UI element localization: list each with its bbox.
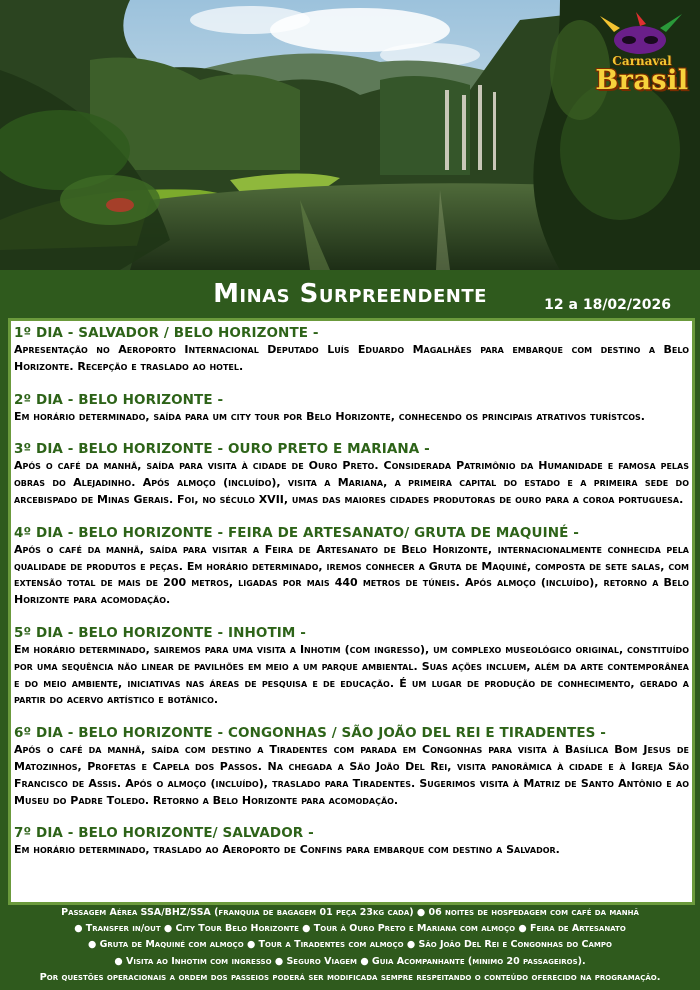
inclusions-line: ● Visita ao Inhotim com ingresso ● Seguro Viagem ● Guia Acompanhante (minimo 20 passageiros).: [114, 955, 586, 967]
day-title: 7º DIA - BELO HORIZONTE/ SALVADOR -: [14, 825, 314, 842]
day-title: 6º DIA - BELO HORIZONTE - CONGONHAS / SÃO JOÃO DEL REI E TIRADENTES -: [14, 725, 606, 742]
day-7-section: [14, 824, 689, 859]
day-2-section: [14, 391, 689, 426]
operational-notice: Por questões operacionais a ordem dos passeios poderá ser modificada sempre respeitando o conteúdo oferecido na programação.: [39, 971, 661, 983]
day-title: 5º DIA - BELO HORIZONTE - INHOTIM -: [14, 624, 306, 641]
package-inclusions-footer: [0, 905, 700, 990]
day-5-section: [14, 624, 689, 709]
logo-carnaval-text: Carnaval: [612, 54, 672, 68]
day-3-section: [14, 440, 689, 508]
day-description: Em horário determinado, traslado ao Aeroporto de Confins para embarque com destino a Salvador.: [14, 843, 560, 857]
day-description: Após o café da manhã, saída para visita à cidade de Ouro Preto. Considerada Patrimônio da Humanidade e famosa pelas obras do Alejadinho. Após almoço (incluído), visita a Mariana, a primeira capital do estado e a primeira sede do arcebispado de Minas Gerais. Foi, no século XVII, umas das maiores cidades produtoras de ouro para a coroa portuguesa.: [14, 459, 689, 506]
day-description: Em horário determinado, sairemos para uma visita a Inhotim (com ingresso), um complexo museológico original, constituído por uma sequência não linear de pavilhões em meio a um parque ambiental. Suas ações incluem, além da arte contemporânea e do meio ambiente, iniciativas nas áreas de pesquisa e de educação. É um lugar de produção de conhecimento, gerado a partir do acervo artístico e botânico.: [14, 642, 689, 707]
logo-brasil-text: Brasil: [595, 65, 689, 96]
day-1-section: [14, 324, 689, 376]
inclusions-line: ● Transfer in/out ● City Tour Belo Horizonte ● Tour à Ouro Preto e Mariana com almoço ● Feira de Artesanato: [74, 923, 626, 935]
inclusions-line: ● Gruta de Maquiné com almoço ● Tour a Tiradentes com almoço ● São João Del Rei e Congonhas do Campo: [88, 939, 612, 951]
day-6-section: [14, 724, 689, 809]
day-title: 2º DIA - BELO HORIZONTE -: [14, 391, 224, 408]
trip-date: 12 a 18/02/2026: [544, 297, 671, 313]
day-description: Em horário determinado, saída para um city tour por Belo Horizonte, conhecendo os principais atrativos turístcos.: [14, 409, 645, 423]
inclusions-line: Passagem Aérea SSA/BHZ/SSA (franquia de bagagem 01 peça 23kg cada) ● 06 noites de hospedagem com café da manhã: [61, 907, 639, 918]
day-description: Após o café da manhã, saída com destino a Tiradentes com parada em Congonhas para visita à Basílica Bom Jesus de Matozinhos, Profetas e Capela dos Passos. Na chegada a São João Del Rei, visita panorâmica à cidade e à Igreja São Francisco de Assis. Após o almoço (incluído), traslado para Tiradentes. Sugerimos visita à Matriz de Santo Antônio e ao Museu do Padre Toledo. Retorno a Belo Horizonte para acomodação.: [14, 743, 689, 807]
day-description: Após o café da manhã, saída para visitar a Feira de Artesanato de Belo Horizonte, internacionalmente conhecida pela qualidade de produtos e peças. Em horário determinado, iremos conhecer a Gruta de Maquiné, composta de sete salas, com extensão total de mais de 200 metros, ligadas por mais 440 metros de túneis. Após almoço (incluído), retorno a Belo Horizonte para acomodação.: [14, 542, 689, 607]
carnaval-brasil-logo: [594, 12, 690, 94]
hero-landscape-photo: [0, 0, 700, 270]
title-band: [0, 270, 700, 320]
day-title: 3º DIA - BELO HORIZONTE - OURO PRETO E MARIANA -: [14, 441, 430, 458]
day-title: 1º DIA - SALVADOR / BELO HORIZONTE -: [14, 325, 319, 341]
day-description: Apresentação no Aeroporto Internacional Deputado Luís Eduardo Magalhães para embarque com destino a Belo Horizonte. Recepção e traslado ao hotel.: [14, 343, 689, 373]
itinerary-box: [8, 318, 695, 905]
day-title: 4º DIA - BELO HORIZONTE - FEIRA DE ARTESANATO/ GRUTA DE MAQUINÉ -: [14, 524, 579, 541]
day-4-section: [14, 524, 689, 609]
page-title: Minas Surpreendente: [213, 279, 487, 309]
